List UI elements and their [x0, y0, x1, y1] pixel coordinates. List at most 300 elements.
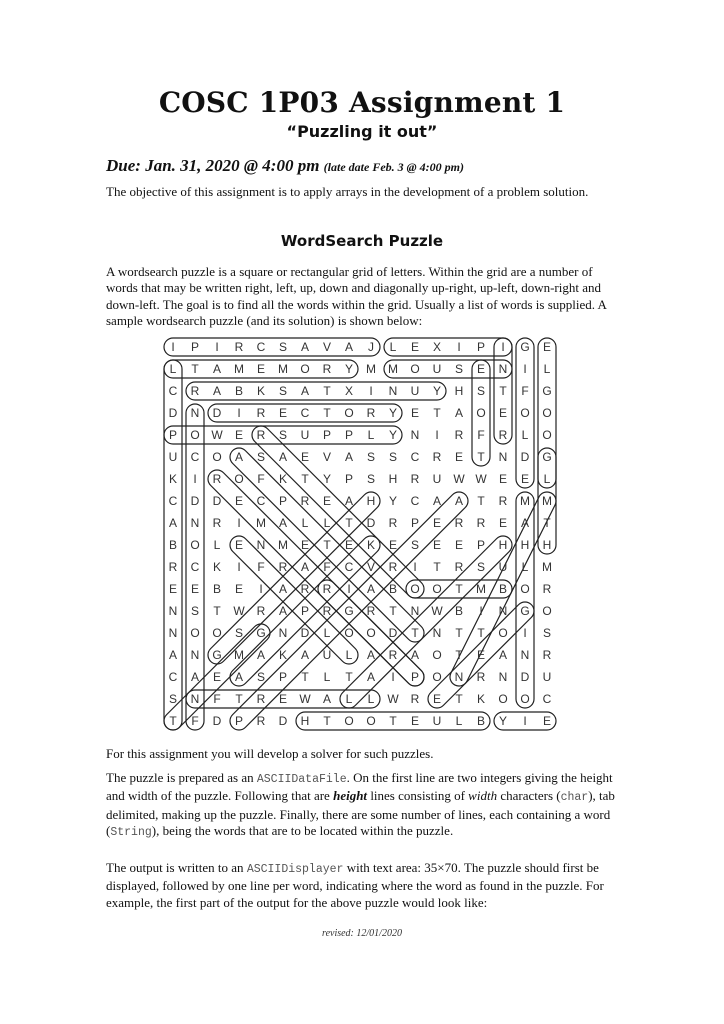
grid-letter: D	[212, 406, 222, 420]
grid-letter: P	[190, 340, 200, 354]
grid-letter: R	[498, 494, 508, 508]
grid-letter: R	[388, 560, 398, 574]
grid-letter: I	[237, 406, 241, 420]
grid-letter: R	[278, 560, 288, 574]
grid-letter: O	[542, 428, 552, 442]
prep-height: height	[333, 788, 368, 804]
grid-letter: A	[212, 384, 222, 398]
grid-letter: A	[278, 582, 288, 596]
grid-letter: R	[366, 604, 376, 618]
grid-letter: D	[520, 670, 530, 684]
grid-letter: I	[259, 582, 263, 596]
grid-letter: A	[344, 340, 354, 354]
prep-text-2: . On the first line are two integers giving the height and width of the puzzle. Following that are	[106, 770, 613, 804]
grid-letter: T	[301, 670, 309, 684]
grid-letter: O	[498, 692, 508, 706]
grid-letter: B	[388, 582, 398, 596]
grid-letter: P	[410, 516, 420, 530]
grid-letter: N	[410, 428, 420, 442]
grid-letter: R	[168, 560, 178, 574]
grid-letter: C	[168, 384, 178, 398]
prep-text-4: characters (	[497, 788, 561, 804]
grid-letter: N	[388, 384, 398, 398]
grid-letter: E	[344, 538, 354, 552]
grid-letter: K	[212, 560, 222, 574]
grid-letter: I	[523, 714, 527, 728]
grid-letter: O	[542, 604, 552, 618]
grid-letter: B	[212, 582, 222, 596]
grid-letter: T	[323, 384, 331, 398]
grid-letter: O	[520, 692, 530, 706]
grid-letter: R	[454, 428, 464, 442]
grid-letter: R	[234, 340, 244, 354]
grid-letter: T	[543, 516, 551, 530]
grid-letter: O	[476, 406, 486, 420]
grid-letter: B	[454, 604, 464, 618]
grid-letter: K	[168, 472, 178, 486]
grid-letter: L	[367, 428, 375, 442]
grid-letter: F	[521, 384, 529, 398]
grid-letter: T	[477, 626, 485, 640]
grid-letter: R	[476, 516, 486, 530]
grid-letter: N	[520, 648, 530, 662]
section-heading: WordSearch Puzzle	[280, 232, 444, 250]
wordsearch-grid	[162, 336, 562, 736]
grid-letter: A	[234, 670, 244, 684]
grid-letter: C	[256, 494, 266, 508]
grid-letter: U	[432, 362, 442, 376]
grid-letter: R	[322, 604, 332, 618]
grid-letter: M	[542, 560, 552, 574]
grid-letter: R	[212, 516, 222, 530]
grid-letter: G	[520, 604, 530, 618]
grid-letter: M	[234, 362, 244, 376]
grid-letter: L	[345, 692, 353, 706]
grid-letter: I	[193, 472, 197, 486]
grid-letter: K	[278, 472, 288, 486]
grid-letter: A	[454, 406, 464, 420]
grid-letter: W	[299, 692, 311, 706]
grid-letter: S	[366, 450, 376, 464]
grid-letter: R	[388, 648, 398, 662]
grid-letter: S	[256, 450, 266, 464]
grid-letter: U	[432, 714, 442, 728]
output-text-1: The output is written to an	[106, 860, 247, 875]
grid-letter: O	[432, 648, 442, 662]
grid-letter: N	[498, 362, 508, 376]
grid-letter: V	[322, 450, 332, 464]
grid-letter: T	[389, 714, 397, 728]
grid-letter: W	[431, 604, 443, 618]
grid-letter: P	[278, 670, 288, 684]
grid-letter: L	[521, 560, 529, 574]
grid-letter: A	[454, 494, 464, 508]
grid-letter: N	[168, 604, 178, 618]
grid-letter: O	[190, 626, 200, 640]
grid-letter: E	[278, 406, 288, 420]
grid-letter: M	[476, 582, 486, 596]
grid-letter: A	[256, 648, 266, 662]
prep-text-5: ), tab delimited, making up the puzzle. Finally, there are some number of lines, each containing a word (	[106, 788, 615, 839]
due-main: Due: Jan. 31, 2020 @ 4:00 pm	[106, 156, 320, 175]
grid-letter: E	[300, 450, 310, 464]
grid-letter: R	[256, 692, 266, 706]
grid-letter: S	[278, 340, 288, 354]
grid-letter: M	[542, 494, 552, 508]
grid-letter: E	[542, 714, 552, 728]
grid-letter: P	[476, 538, 486, 552]
grid-letter: R	[322, 582, 332, 596]
grid-letter: R	[256, 714, 266, 728]
grid-letter: L	[543, 362, 551, 376]
grid-letter: R	[212, 472, 222, 486]
grid-letter: O	[366, 714, 376, 728]
grid-letter: J	[368, 340, 374, 354]
grid-letter: E	[234, 494, 244, 508]
grid-letter: A	[278, 516, 288, 530]
grid-letter: N	[278, 626, 288, 640]
grid-letter: A	[212, 362, 222, 376]
grid-letter: E	[520, 472, 530, 486]
grid-letter: I	[479, 604, 483, 618]
grid-letter: T	[499, 384, 507, 398]
grid-letter: R	[410, 692, 420, 706]
grid-letter: T	[477, 494, 485, 508]
grid-letter: L	[389, 340, 397, 354]
grid-letter: A	[234, 450, 244, 464]
grid-letter: O	[190, 538, 200, 552]
grid-letter: O	[300, 362, 310, 376]
grid-letter: A	[168, 648, 178, 662]
grid-letter: U	[300, 428, 310, 442]
solution-loop	[226, 532, 361, 667]
grid-letter: U	[168, 450, 178, 464]
grid-letter: R	[256, 604, 266, 618]
page-subtitle: “Puzzling it out”	[286, 122, 438, 141]
grid-letter: O	[432, 582, 442, 596]
grid-letter: E	[410, 714, 420, 728]
grid-letter: R	[256, 406, 266, 420]
grid-letter: I	[215, 340, 219, 354]
grid-letter: P	[234, 714, 244, 728]
grid-letter: N	[498, 450, 508, 464]
grid-letter: E	[476, 362, 486, 376]
grid-letter: T	[323, 538, 331, 552]
due-date	[106, 156, 464, 176]
grid-letter: T	[191, 362, 199, 376]
grid-letter: F	[477, 428, 485, 442]
grid-letter: T	[433, 406, 441, 420]
grid-letter: P	[476, 340, 486, 354]
grid-letter: T	[477, 450, 485, 464]
grid-letter: A	[520, 516, 530, 530]
grid-letter: E	[498, 406, 508, 420]
grid-letter: I	[457, 340, 461, 354]
grid-letter: W	[233, 604, 245, 618]
grid-letter: T	[323, 406, 331, 420]
grid-letter: S	[190, 604, 200, 618]
grid-letter: C	[190, 450, 200, 464]
grid-letter: R	[454, 560, 464, 574]
grid-letter: A	[300, 340, 310, 354]
grid-letter: T	[345, 670, 353, 684]
grid-letter: O	[212, 450, 222, 464]
grid-letter: T	[235, 692, 243, 706]
grid-letter: G	[520, 340, 530, 354]
solution-loop	[384, 360, 512, 378]
grid-letter: A	[278, 450, 288, 464]
grid-letter: G	[542, 384, 552, 398]
code-ascii-displayer: ASCIIDisplayer	[246, 863, 344, 876]
grid-letter: T	[433, 560, 441, 574]
grid-letter: A	[366, 582, 376, 596]
grid-letter: A	[366, 670, 376, 684]
grid-letter: E	[432, 538, 442, 552]
grid-letter: T	[213, 604, 221, 618]
intro-paragraph: A wordsearch puzzle is a square or rectangular grid of letters. Within the grid are a number of words that may be written right, left, up, down and diagonally up-right, up-left, down-right and down-left. The goal is to find all the words within the grid. Usually a list of words is supplied. A sample wordsearch puzzle (and its solution) is shown below:	[106, 264, 607, 329]
prep-text-1: The puzzle is prepared as an	[106, 770, 257, 785]
grid-letter: S	[388, 450, 398, 464]
grid-letter: S	[256, 670, 266, 684]
grid-letter: C	[542, 692, 552, 706]
grid-letter: A	[498, 648, 508, 662]
grid-letter: R	[454, 516, 464, 530]
grid-letter: D	[366, 516, 376, 530]
grid-letter: K	[476, 692, 486, 706]
grid-letter: Y	[388, 428, 398, 442]
grid-letter: M	[520, 494, 530, 508]
grid-letter: E	[300, 538, 310, 552]
grid-letter: N	[498, 670, 508, 684]
grid-letter: M	[234, 648, 244, 662]
grid-letter: A	[190, 670, 200, 684]
grid-letter: N	[432, 626, 442, 640]
grid-letter: Y	[322, 472, 332, 486]
grid-letter: E	[256, 362, 266, 376]
grid-letter: T	[411, 626, 419, 640]
grid-letter: W	[211, 428, 223, 442]
grid-letter: K	[256, 384, 266, 398]
grid-letter: W	[387, 692, 399, 706]
grid-letter: E	[234, 538, 244, 552]
grid-letter: E	[234, 428, 244, 442]
grid-letter: D	[300, 626, 310, 640]
grid-letter: G	[344, 604, 354, 618]
grid-letter: E	[498, 516, 508, 530]
grid-letter: E	[432, 516, 442, 530]
grid-letter: F	[323, 560, 331, 574]
grid-letter: C	[256, 340, 266, 354]
grid-letter: I	[501, 340, 505, 354]
grid-letter: N	[498, 604, 508, 618]
grid-letter: O	[344, 714, 354, 728]
grid-letter: P	[322, 428, 332, 442]
grid-letter: F	[191, 714, 199, 728]
output-text-2: with text area: 35×70. The puzzle should first be displayed, followed by one line per word, indicating where the word as found in the puzzle. For example, the first part of the output for the above puzzle would look like:	[106, 860, 604, 910]
grid-letter: D	[212, 494, 222, 508]
grid-letter: O	[410, 582, 420, 596]
grid-letter: T	[455, 692, 463, 706]
grid-letter: X	[432, 340, 442, 354]
grid-letter: R	[322, 362, 332, 376]
grid-letter: L	[521, 428, 529, 442]
grid-letter: D	[168, 406, 178, 420]
grid-letter: R	[190, 384, 200, 398]
grid-letter: A	[344, 494, 354, 508]
grid-letter: M	[256, 516, 266, 530]
grid-letter: A	[300, 648, 310, 662]
grid-letter: T	[323, 714, 331, 728]
solution-loop	[384, 338, 512, 356]
objective-paragraph: The objective of this assignment is to apply arrays in the development of a problem solution.	[106, 184, 589, 199]
grid-letter: H	[300, 714, 310, 728]
grid-letter: P	[410, 670, 420, 684]
grid-letter: O	[432, 670, 442, 684]
grid-letter: A	[432, 494, 442, 508]
grid-letter: V	[322, 340, 332, 354]
grid-letter: C	[410, 450, 420, 464]
grid-letter: N	[256, 538, 266, 552]
grid-letter: O	[520, 406, 530, 420]
grid-letter: L	[169, 362, 177, 376]
grid-letter: T	[301, 472, 309, 486]
grid-letter: N	[410, 604, 420, 618]
grid-letter: V	[366, 560, 376, 574]
grid-letter: D	[212, 714, 222, 728]
grid-letter: W	[475, 472, 487, 486]
grid-letter: E	[454, 450, 464, 464]
grid-letter: R	[256, 428, 266, 442]
code-ascii-data-file: ASCIIDataFile	[256, 773, 347, 786]
page-title: COSC 1P03 Assignment 1	[158, 86, 566, 119]
grid-letter: S	[476, 384, 486, 398]
prep-text-6: ), being the words that are to be located within the puzzle.	[151, 823, 454, 839]
grid-letter: I	[413, 560, 417, 574]
grid-letter: T	[455, 626, 463, 640]
prep-paragraph	[106, 770, 618, 842]
grid-letter: L	[323, 670, 331, 684]
grid-letter: L	[301, 516, 309, 530]
grid-letter: D	[278, 714, 288, 728]
grid-letter: M	[278, 362, 288, 376]
grid-letter: E	[168, 582, 178, 596]
grid-letter: G	[256, 626, 266, 640]
solution-loop	[248, 422, 427, 601]
grid-letter: N	[168, 626, 178, 640]
grid-letter: E	[410, 340, 420, 354]
grid-letter: H	[520, 538, 530, 552]
grid-letter: N	[190, 648, 200, 662]
grid-letter: P	[300, 604, 310, 618]
grid-letter: U	[322, 648, 332, 662]
grid-letter: U	[432, 472, 442, 486]
grid-letter: P	[344, 428, 354, 442]
grid-letter: U	[498, 560, 508, 574]
grid-letter: S	[542, 626, 552, 640]
grid-letter: O	[542, 406, 552, 420]
grid-letter: R	[542, 582, 552, 596]
grid-letter: O	[344, 626, 354, 640]
grid-letter: M	[278, 538, 288, 552]
grid-letter: E	[278, 692, 288, 706]
grid-letter: S	[234, 626, 244, 640]
grid-letter: C	[190, 560, 200, 574]
grid-letter: U	[542, 670, 552, 684]
grid-letter: D	[388, 626, 398, 640]
grid-letter: N	[454, 670, 464, 684]
code-string: String	[110, 826, 152, 840]
grid-letter: F	[257, 560, 265, 574]
grid-letter: K	[366, 538, 376, 552]
grid-letter: R	[542, 648, 552, 662]
grid-letter: S	[168, 692, 178, 706]
grid-letter: G	[212, 648, 222, 662]
grid-letter: I	[237, 560, 241, 574]
grid-letter: Y	[432, 384, 442, 398]
grid-letter: L	[367, 692, 375, 706]
grid-letter: P	[278, 494, 288, 508]
grid-letter: O	[498, 626, 508, 640]
grid-letter: H	[454, 384, 464, 398]
grid-letter: B	[168, 538, 178, 552]
grid-letter: T	[389, 604, 397, 618]
grid-letter: E	[322, 494, 332, 508]
grid-letter: N	[190, 516, 200, 530]
grid-letter: I	[523, 626, 527, 640]
grid-letter: L	[323, 626, 331, 640]
grid-letter: E	[234, 582, 244, 596]
grid-letter: I	[391, 670, 395, 684]
grid-letter: B	[476, 714, 486, 728]
grid-letter: C	[168, 494, 178, 508]
grid-letter: S	[410, 538, 420, 552]
solution-loop	[204, 488, 383, 667]
solution-loop	[186, 382, 446, 400]
grid-letter: T	[455, 648, 463, 662]
grid-letter: Y	[388, 406, 398, 420]
grid-letter: A	[278, 604, 288, 618]
grid-letter: L	[213, 538, 221, 552]
grid-letter: R	[388, 516, 398, 530]
grid-letter: I	[523, 362, 527, 376]
grid-letter: N	[190, 692, 200, 706]
grid-letter: R	[366, 406, 376, 420]
grid-letter: L	[543, 472, 551, 486]
grid-letter: A	[344, 450, 354, 464]
grid-letter: E	[388, 538, 398, 552]
grid-letter: S	[278, 384, 288, 398]
revision-footer: revised: 12/01/2020	[322, 928, 402, 939]
grid-letter: D	[190, 494, 200, 508]
grid-letter: M	[366, 362, 376, 376]
grid-letter: K	[278, 648, 288, 662]
grid-letter: F	[213, 692, 221, 706]
grid-letter: C	[168, 670, 178, 684]
grid-letter: O	[410, 362, 420, 376]
grid-letter: L	[345, 648, 353, 662]
grid-letter: E	[476, 648, 486, 662]
grid-letter: A	[300, 384, 310, 398]
prep-width: width	[468, 788, 498, 804]
grid-letter: E	[454, 538, 464, 552]
grid-letter: R	[432, 450, 442, 464]
grid-letter: Y	[498, 714, 508, 728]
grid-letter: E	[212, 670, 222, 684]
grid-letter: U	[410, 384, 420, 398]
grid-letter: H	[388, 472, 398, 486]
output-paragraph	[106, 860, 618, 911]
grid-letter: M	[388, 362, 398, 376]
